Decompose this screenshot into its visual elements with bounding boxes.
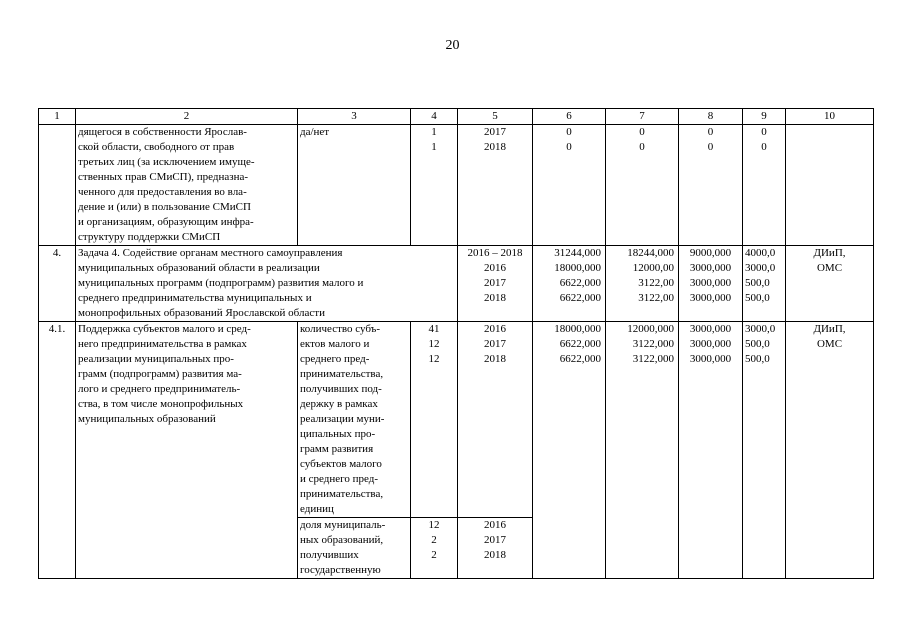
text-line: 18244,000 (627, 247, 674, 259)
executor-cell (786, 125, 874, 246)
year-cell (458, 125, 533, 246)
text-line: ОМС (816, 338, 843, 350)
year-cell (458, 322, 533, 518)
text-line: 31244,000 (554, 247, 601, 259)
text-line: лого и среднего предприниматель- (78, 383, 241, 395)
text-line: ектов малого и (300, 338, 370, 350)
text-line: монопрофильных образований Ярославской области (78, 307, 325, 319)
text-line: 3122,000 (632, 353, 674, 365)
text-line: ДИиП, (813, 323, 846, 335)
program-table (38, 108, 874, 579)
text-line: 18000,000 (554, 262, 601, 274)
indicator-values (411, 125, 458, 246)
text-line: 3000,000 (689, 292, 732, 304)
text-line: ОМС (816, 262, 843, 274)
text-line: 6622,000 (559, 292, 601, 304)
text-line: 9000,000 (689, 247, 732, 259)
text-line: 500,0 (745, 292, 770, 304)
text-line: ской области, свободного от прав (78, 141, 235, 153)
text-line: единиц (300, 503, 334, 515)
value-cell (679, 246, 743, 322)
header-cell: 10 (786, 109, 874, 125)
indicator-text: да/нет (298, 125, 411, 246)
text-line: среднего предпринимательства муниципальных и (78, 292, 312, 304)
text-line: 1 (431, 141, 437, 153)
text-line: субъектов малого (300, 458, 382, 470)
value-cell (533, 322, 606, 579)
value-cell (743, 322, 786, 579)
text-line: 0 (707, 126, 714, 138)
text-line: 41 (428, 323, 440, 335)
text-line: 2 (431, 534, 437, 546)
text-line: грамм развития (300, 443, 374, 455)
text-line: него предпринимательства в рамках (78, 338, 247, 350)
text-line: 2 (431, 549, 437, 561)
indicator-values (411, 322, 458, 518)
text-line: и организациям, образующим инфра- (78, 216, 254, 228)
text-line: 3000,000 (689, 262, 732, 274)
value-cell (679, 322, 743, 579)
text-line: ства, в том числе монопрофильных (78, 398, 244, 410)
table-row (39, 125, 874, 246)
text-line: 3000,000 (689, 323, 732, 335)
text-line: 4000,0 (745, 247, 776, 259)
measure-text (76, 322, 298, 579)
text-line: 6622,000 (559, 338, 601, 350)
text-line: 3122,00 (638, 277, 674, 289)
text-line: муниципальных образований (78, 413, 216, 425)
text-line: 12000,00 (632, 262, 674, 274)
text-line: 6622,000 (559, 353, 601, 365)
text-line: 3122,00 (638, 292, 674, 304)
text-line: 2016 (484, 323, 506, 335)
measure-text (76, 125, 298, 246)
text-line: 12 (428, 353, 440, 365)
indicator-text (298, 518, 411, 579)
header-cell: 1 (39, 109, 76, 125)
page-number: 20 (445, 38, 460, 53)
indicator-values (411, 518, 458, 579)
header-cell: 6 (533, 109, 606, 125)
text-line: 3000,0 (745, 323, 776, 335)
header-cell: 7 (606, 109, 679, 125)
text-line: ных образований, (300, 534, 384, 546)
text-line: 2017 (484, 277, 506, 289)
header-cell: 3 (298, 109, 411, 125)
text-line: 1 (431, 126, 437, 138)
year-cell (458, 518, 533, 579)
text-line: количество субъ- (300, 323, 381, 335)
table-row (39, 246, 874, 322)
text-line: 500,0 (745, 353, 770, 365)
text-line: 12000,000 (627, 323, 674, 335)
text-line: получивших под- (300, 383, 382, 395)
text-line: среднего пред- (300, 353, 370, 365)
row-number: 4. (39, 246, 76, 322)
task-title (76, 246, 458, 322)
text-line: держку в рамках (300, 398, 378, 410)
text-line: 2016 – 2018 (467, 247, 523, 259)
text-line: 0 (761, 141, 767, 153)
text-line: реализации муниципальных про- (78, 353, 234, 365)
text-line: 3000,0 (745, 262, 776, 274)
header-cell: 2 (76, 109, 298, 125)
text-line: ципальных про- (300, 428, 376, 440)
text-line: 2018 (484, 549, 506, 561)
text-line: 3000,000 (689, 277, 732, 289)
header-cell: 5 (458, 109, 533, 125)
text-line: грамм (подпрограмм) развития ма- (78, 368, 242, 380)
text-line: структуру поддержки СМиСП (78, 231, 221, 243)
text-line: 2018 (484, 292, 506, 304)
text-line: 3000,000 (689, 338, 732, 350)
header-cell: 8 (679, 109, 743, 125)
value-cell (533, 246, 606, 322)
text-line: 12 (428, 519, 440, 531)
text-line: 2016 (484, 262, 506, 274)
text-line: муниципальных программ (подпрограмм) развития малого и (78, 277, 364, 289)
text-line: ченного для предоставления во вла- (78, 186, 247, 198)
text-line: 2018 (484, 141, 506, 153)
text-line: 2017 (484, 338, 506, 350)
text-line: принимательства, (300, 488, 384, 500)
text-line: дящегося в собственности Ярослав- (78, 126, 247, 138)
text-line: 2018 (484, 353, 506, 365)
header-cell: 4 (411, 109, 458, 125)
header-row (39, 109, 874, 125)
text-line: 500,0 (745, 338, 770, 350)
header-cell: 9 (743, 109, 786, 125)
text-line: 2017 (484, 126, 506, 138)
value-cell (743, 125, 786, 246)
text-line: и среднего пред- (300, 473, 378, 485)
indicator-text (298, 322, 411, 518)
text-line: 500,0 (745, 277, 770, 289)
executor-cell (786, 246, 874, 322)
text-line: дение и (или) в пользование СМиСП (78, 201, 251, 213)
value-cell (606, 246, 679, 322)
value-cell (679, 125, 743, 246)
text-line: 18000,000 (554, 323, 601, 335)
row-number: 4.1. (39, 322, 76, 579)
text-line: 0 (566, 141, 572, 153)
value-cell (743, 246, 786, 322)
text-line: 0 (639, 141, 645, 153)
text-line: ственных прав СМиСП), предназна- (78, 171, 249, 183)
text-line: 2016 (484, 519, 506, 531)
text-line: третьих лиц (за исключением имуще- (78, 156, 255, 168)
text-line: 6622,000 (559, 277, 601, 289)
text-line: 0 (707, 141, 714, 153)
text-line: 0 (761, 126, 767, 138)
text-line: доля муниципаль- (300, 519, 386, 531)
text-line: муниципальных образований области в реализации (78, 262, 320, 274)
text-line: Поддержка субъектов малого и сред- (78, 323, 251, 335)
text-line: 12 (428, 338, 440, 350)
text-line: принимательства, (300, 368, 384, 380)
table-row (39, 322, 874, 518)
row-number (39, 125, 76, 246)
text-line: 3122,000 (632, 338, 674, 350)
year-cell (458, 246, 533, 322)
text-line: 3000,000 (689, 353, 732, 365)
text-line: государственную (300, 564, 381, 576)
text-line: ДИиП, (813, 247, 846, 259)
executor-cell (786, 322, 874, 579)
text-line: 0 (639, 126, 645, 138)
text-line: 2017 (484, 534, 506, 546)
value-cell (533, 125, 606, 246)
value-cell (606, 125, 679, 246)
value-cell (606, 322, 679, 579)
text-line: 0 (566, 126, 572, 138)
text-line: получивших (300, 549, 359, 561)
text-line: реализации муни- (300, 413, 385, 425)
text-line: Задача 4. Содействие органам местного самоуправления (78, 247, 343, 259)
